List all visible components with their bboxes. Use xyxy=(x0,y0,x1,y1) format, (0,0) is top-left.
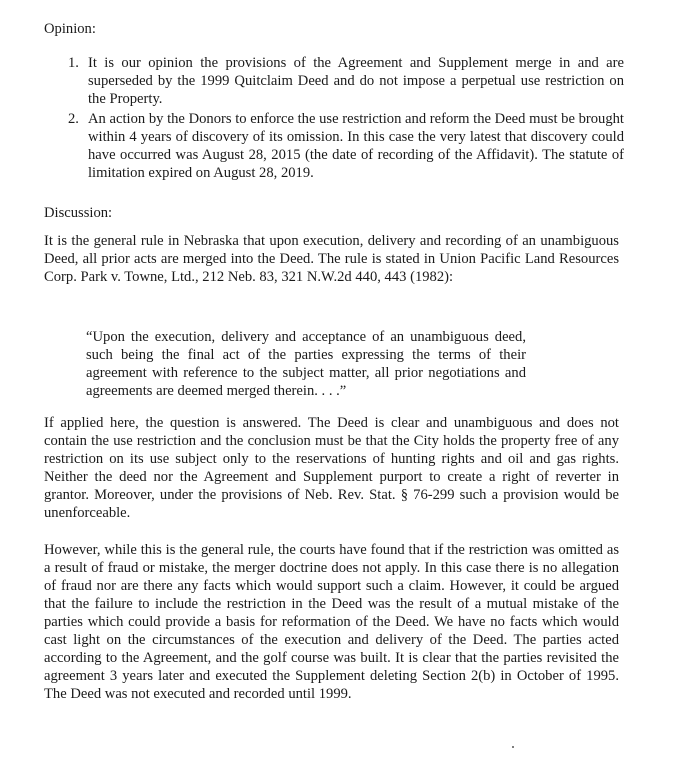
discussion-paragraph-mistake-exception: However, while this is the general rule, the courts have found that if the restriction was omitted as a result of fraud or mistake, the merger doctrine does not apply. In this case there is no allegation of fraud nor are there any facts which would support such a claim. However, it could be argued that the failure to include the restriction in the Deed was the result of a mutual mistake of the parties which could provide a basis for reformation of the Deed. We have no facts which would cast light on the circumstances of the execution and delivery of the Deed. The parties acted according to the Agreement, and the golf course was built. It is clear that the parties revisited the agreement 3 years later and executed the Supplement deleting Section 2(b) in October of 1995. The Deed was not executed and recorded until 1999. xyxy=(44,542,619,702)
opinion-item xyxy=(68,54,624,108)
discussion-paragraph-general-rule: It is the general rule in Nebraska that upon execution, delivery and recording of an unambiguous Deed, all prior acts are merged into the Deed. The rule is stated in Union Pacific Land Resources Corp. Park v. Towne, Ltd., 212 Neb. 83, 321 N.W.2d 440, 443 (1982): xyxy=(44,233,619,285)
opinion-item-number: 1. xyxy=(68,55,79,71)
stray-mark xyxy=(512,746,514,748)
opinion-item-text: An action by the Donors to enforce the use restriction and reform the Deed must be brought within 4 years of discovery of its omission. In this case the very latest that discovery could have occurred was August 28, 2015 (the date of recording of the Affidavit). The statute of limitation expired on August 28, 2019. xyxy=(88,111,624,181)
opinion-heading: Opinion: xyxy=(44,21,96,37)
discussion-paragraph-application: If applied here, the question is answered. The Deed is clear and unambiguous and does not contain the use restriction and the conclusion must be that the City holds the property free of any restriction on its use subject only to the reservations of hunting rights and oil and gas rights. Neither the deed nor the Agreement and Supplement purport to create a right of reverter in grantor. Moreover, under the provisions of Neb. Rev. Stat. § 76-299 such a provision would be unenforceable. xyxy=(44,415,619,521)
case-quote: “Upon the execution, delivery and acceptance of an unambiguous deed, such being the final act of the parties expressing the terms of their agreement with reference to the subject matter, all prior negotiations and agreements are deemed merged therein. . . .” xyxy=(86,329,526,399)
opinion-item-text: It is our opinion the provisions of the Agreement and Supplement merge in and are superseded by the 1999 Quitclaim Deed and do not impose a perpetual use restriction on the Property. xyxy=(88,55,624,107)
opinion-list xyxy=(68,54,624,182)
discussion-heading: Discussion: xyxy=(44,205,113,221)
opinion-item-number: 2. xyxy=(68,111,79,127)
opinion-item xyxy=(68,110,624,182)
